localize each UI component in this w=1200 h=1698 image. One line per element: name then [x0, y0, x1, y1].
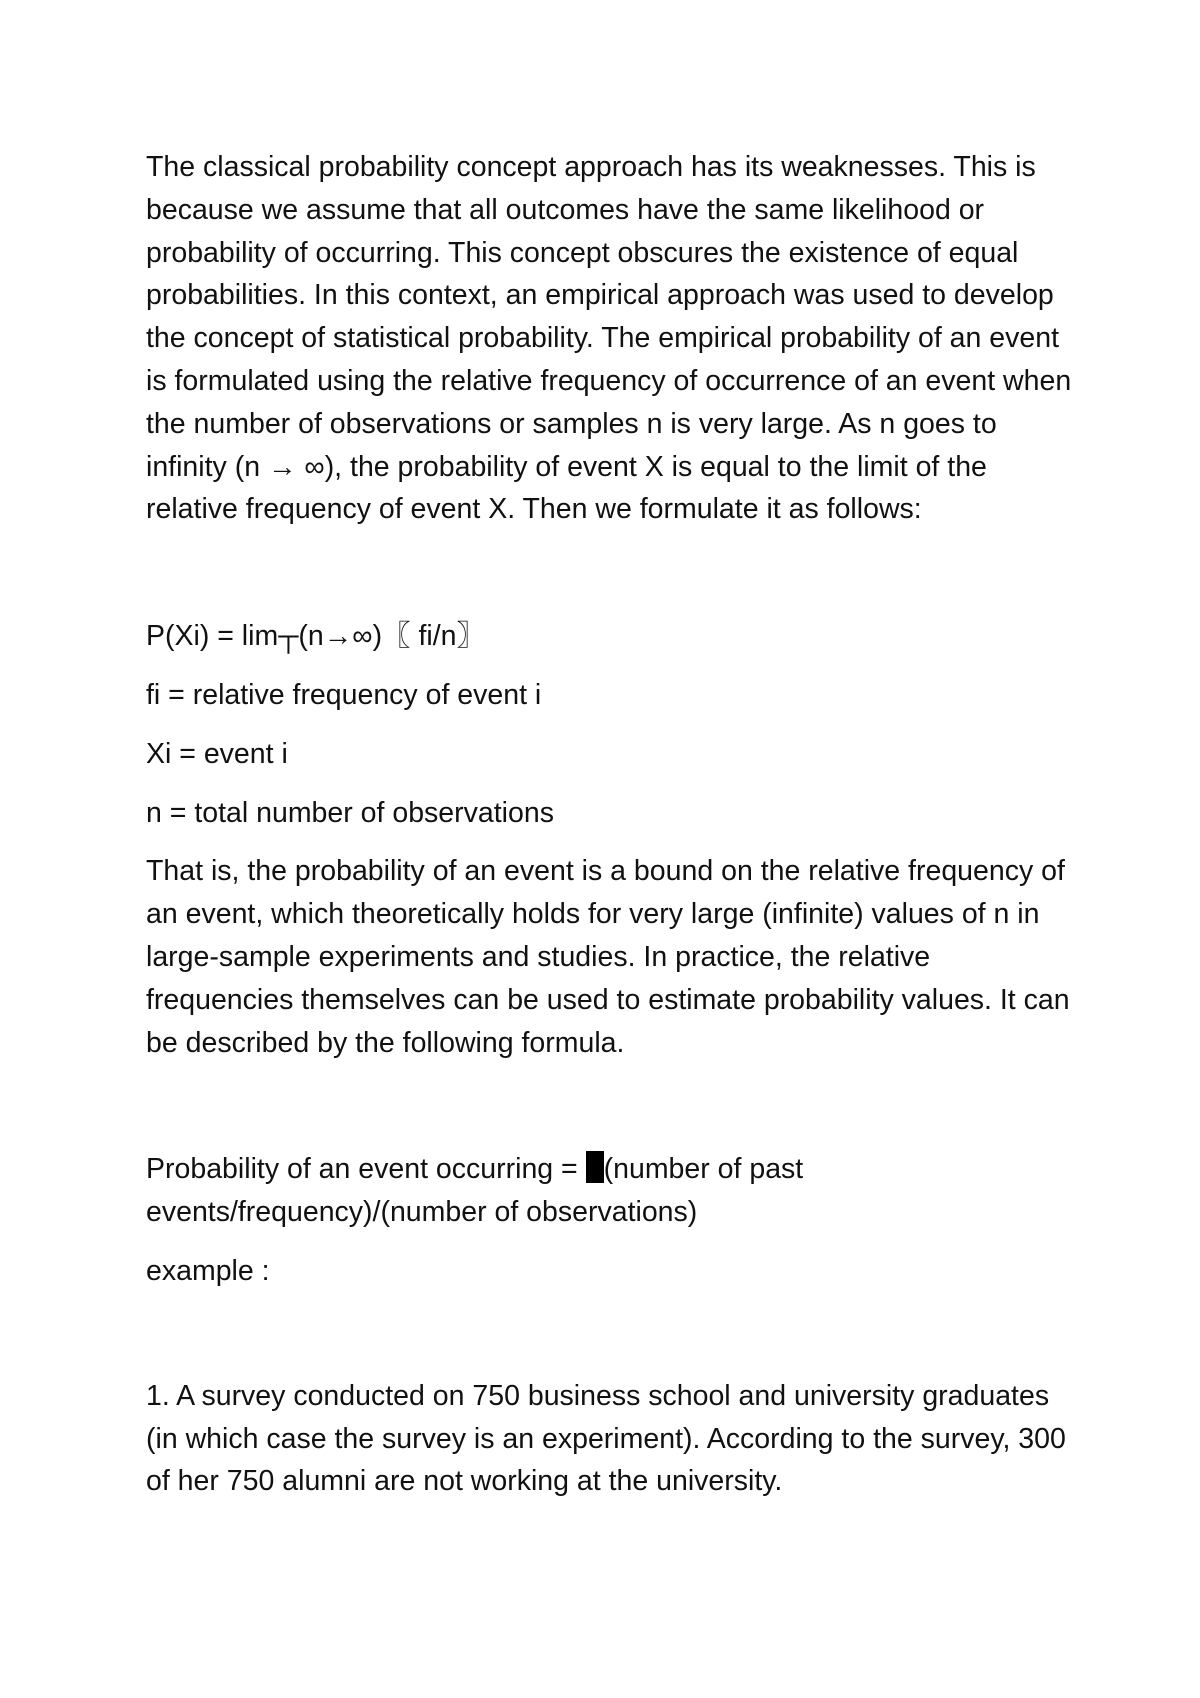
formula-suffix: (number of past events/frequency)/(number of observations) [146, 1153, 804, 1229]
probability-limit-formula: P(Xi) = lim┬(n→∞)⁡〖 fi/n〗 [146, 620, 485, 653]
document-page [146, 146, 1076, 1503]
intro-paragraph: The classical probability concept approach has its weaknesses. This is because we assume that all outcomes have the same likelihood or probability of occurring. This concept obscures the existence of equal probabilities. In this context, an empirical approach was used to develop the concept of statistical probability. The empirical probability of an event is formulated using the relative frequency of occurrence of an event when the number of observations or samples n is very large. As n goes to infinity (n → ∞), the probability of event X is equal to the limit of the relative frequency of event X. Then we formulate it as follows: [146, 151, 1072, 526]
example-label: example : [146, 1254, 270, 1287]
definition-n: n = total number of observations [146, 796, 554, 829]
definition-xi: Xi = event i [146, 737, 288, 770]
placeholder-glyph-box [586, 1151, 604, 1183]
bound-paragraph: That is, the probability of an event is a bound on the relative frequency of an event, which theoretically holds for very large (infinite) values of n in large-sample experiments and studies. In practice, the relative frequencies themselves can be used to estimate probability values. It can be described by the following formula. [146, 855, 1070, 1059]
definition-fi: fi = relative frequency of event i [146, 678, 542, 711]
event-probability-formula [146, 1148, 1076, 1234]
formula-prefix: Probability of an event occurring = [146, 1153, 586, 1186]
example-item-1: 1. A survey conducted on 750 business school and university graduates (in which case the survey is an experiment). According to the survey, 300 of her 750 alumni are not working at the university. [146, 1379, 1066, 1498]
